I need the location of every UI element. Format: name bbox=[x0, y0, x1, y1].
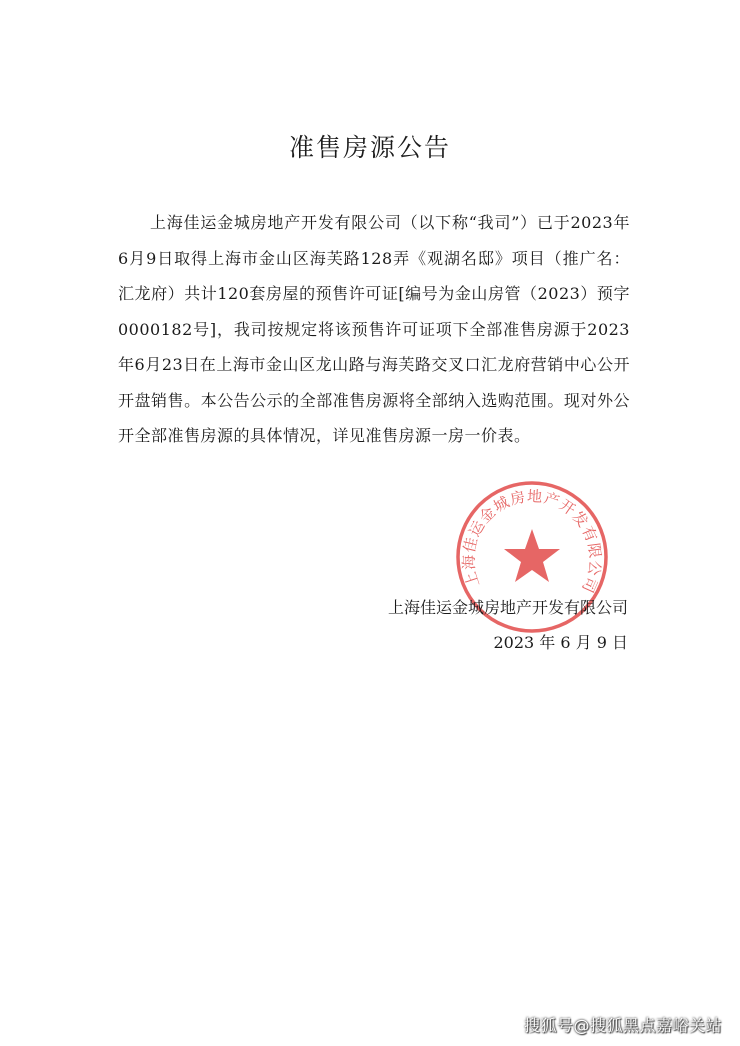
watermark: 搜狐号@搜狐黑点嘉峪关站 bbox=[523, 1016, 722, 1035]
signature-block bbox=[388, 590, 628, 660]
star-icon bbox=[504, 529, 560, 582]
seal-text: 上海佳运金城房地产开发有限公司 bbox=[459, 487, 605, 597]
announcement-paragraph: 上海佳运金城房地产开发有限公司（以下称“我司”）已于2023年6月9日取得上海市金山区海芙路128弄《观湖名邸》项目（推广名：汇龙府）共计120套房屋的预售许可证[编号为金山房管（2023）预字0000182号]，我司按规定将该预售许可证项下全部准售房源于2023年6月23日在上海市金山区龙山路与海芙路交叉口汇龙府营销中心公开开盘销售。本公告公示的全部准售房源将全部纳入选购范围。现对外公开全部准售房源的具体情况，详见准售房源一房一价表。 bbox=[118, 213, 630, 445]
signature-company: 上海佳运金城房地产开发有限公司 bbox=[387, 598, 628, 617]
signature-date: 2023 年 6 月 9 日 bbox=[493, 633, 628, 652]
document-title: 准售房源公告 bbox=[288, 133, 451, 162]
